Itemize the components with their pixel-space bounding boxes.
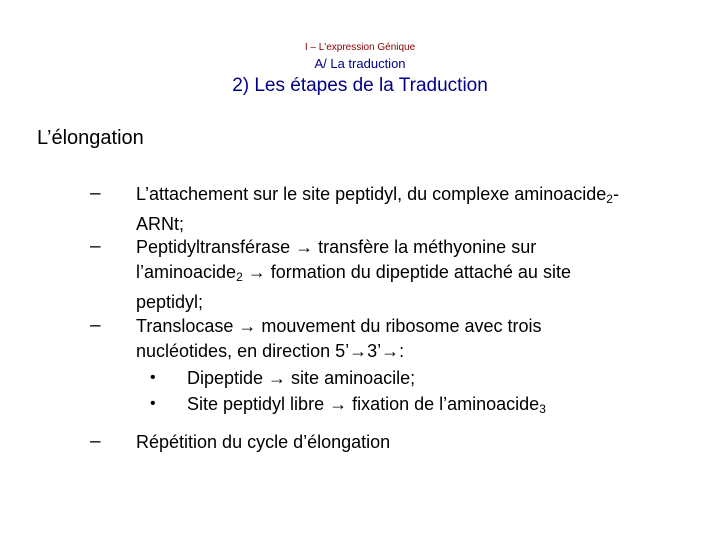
sub-list-item: Dipeptide → site aminoacile; (187, 368, 416, 388)
list-item-line: nucléotides, en direction 5’→3’→: (136, 341, 405, 361)
chapter-heading: I – L'expression Génique (304, 42, 416, 53)
sub-list-item: Site peptidyl libre → fixation de l’aminoacide$_3$ (187, 394, 546, 416)
slide-title: 2) Les étapes de la Traduction (232, 75, 488, 96)
list-item (136, 430, 390, 455)
list-item-line: L’attachement sur le site peptidyl, du complexe aminoacide$_2$- (136, 184, 619, 206)
list-item (136, 314, 542, 364)
sub-bullet: • (150, 369, 156, 386)
list-item-line: l’aminoacide$_2$ → formation du dipeptide attaché au site (136, 262, 571, 284)
list-item-line: Peptidyltransférase → transfère la méthyonine sur (136, 237, 537, 257)
list-item-line: Translocase → mouvement du ribosome avec trois (136, 316, 542, 336)
list-dash: – (90, 431, 101, 452)
list-item-line: Répétition du cycle d’élongation (136, 432, 391, 452)
list-dash: – (90, 236, 101, 257)
list-item (136, 235, 571, 315)
list-item-line: ARNt; (136, 214, 185, 234)
sub-bullet: • (150, 395, 156, 412)
elongation-heading: L’élongation (37, 127, 144, 149)
list-item-line: peptidyl; (136, 292, 204, 312)
list-item (136, 182, 619, 237)
list-dash: – (90, 183, 101, 204)
list-dash: – (90, 315, 101, 336)
section-heading: A/ La traduction (314, 56, 406, 71)
